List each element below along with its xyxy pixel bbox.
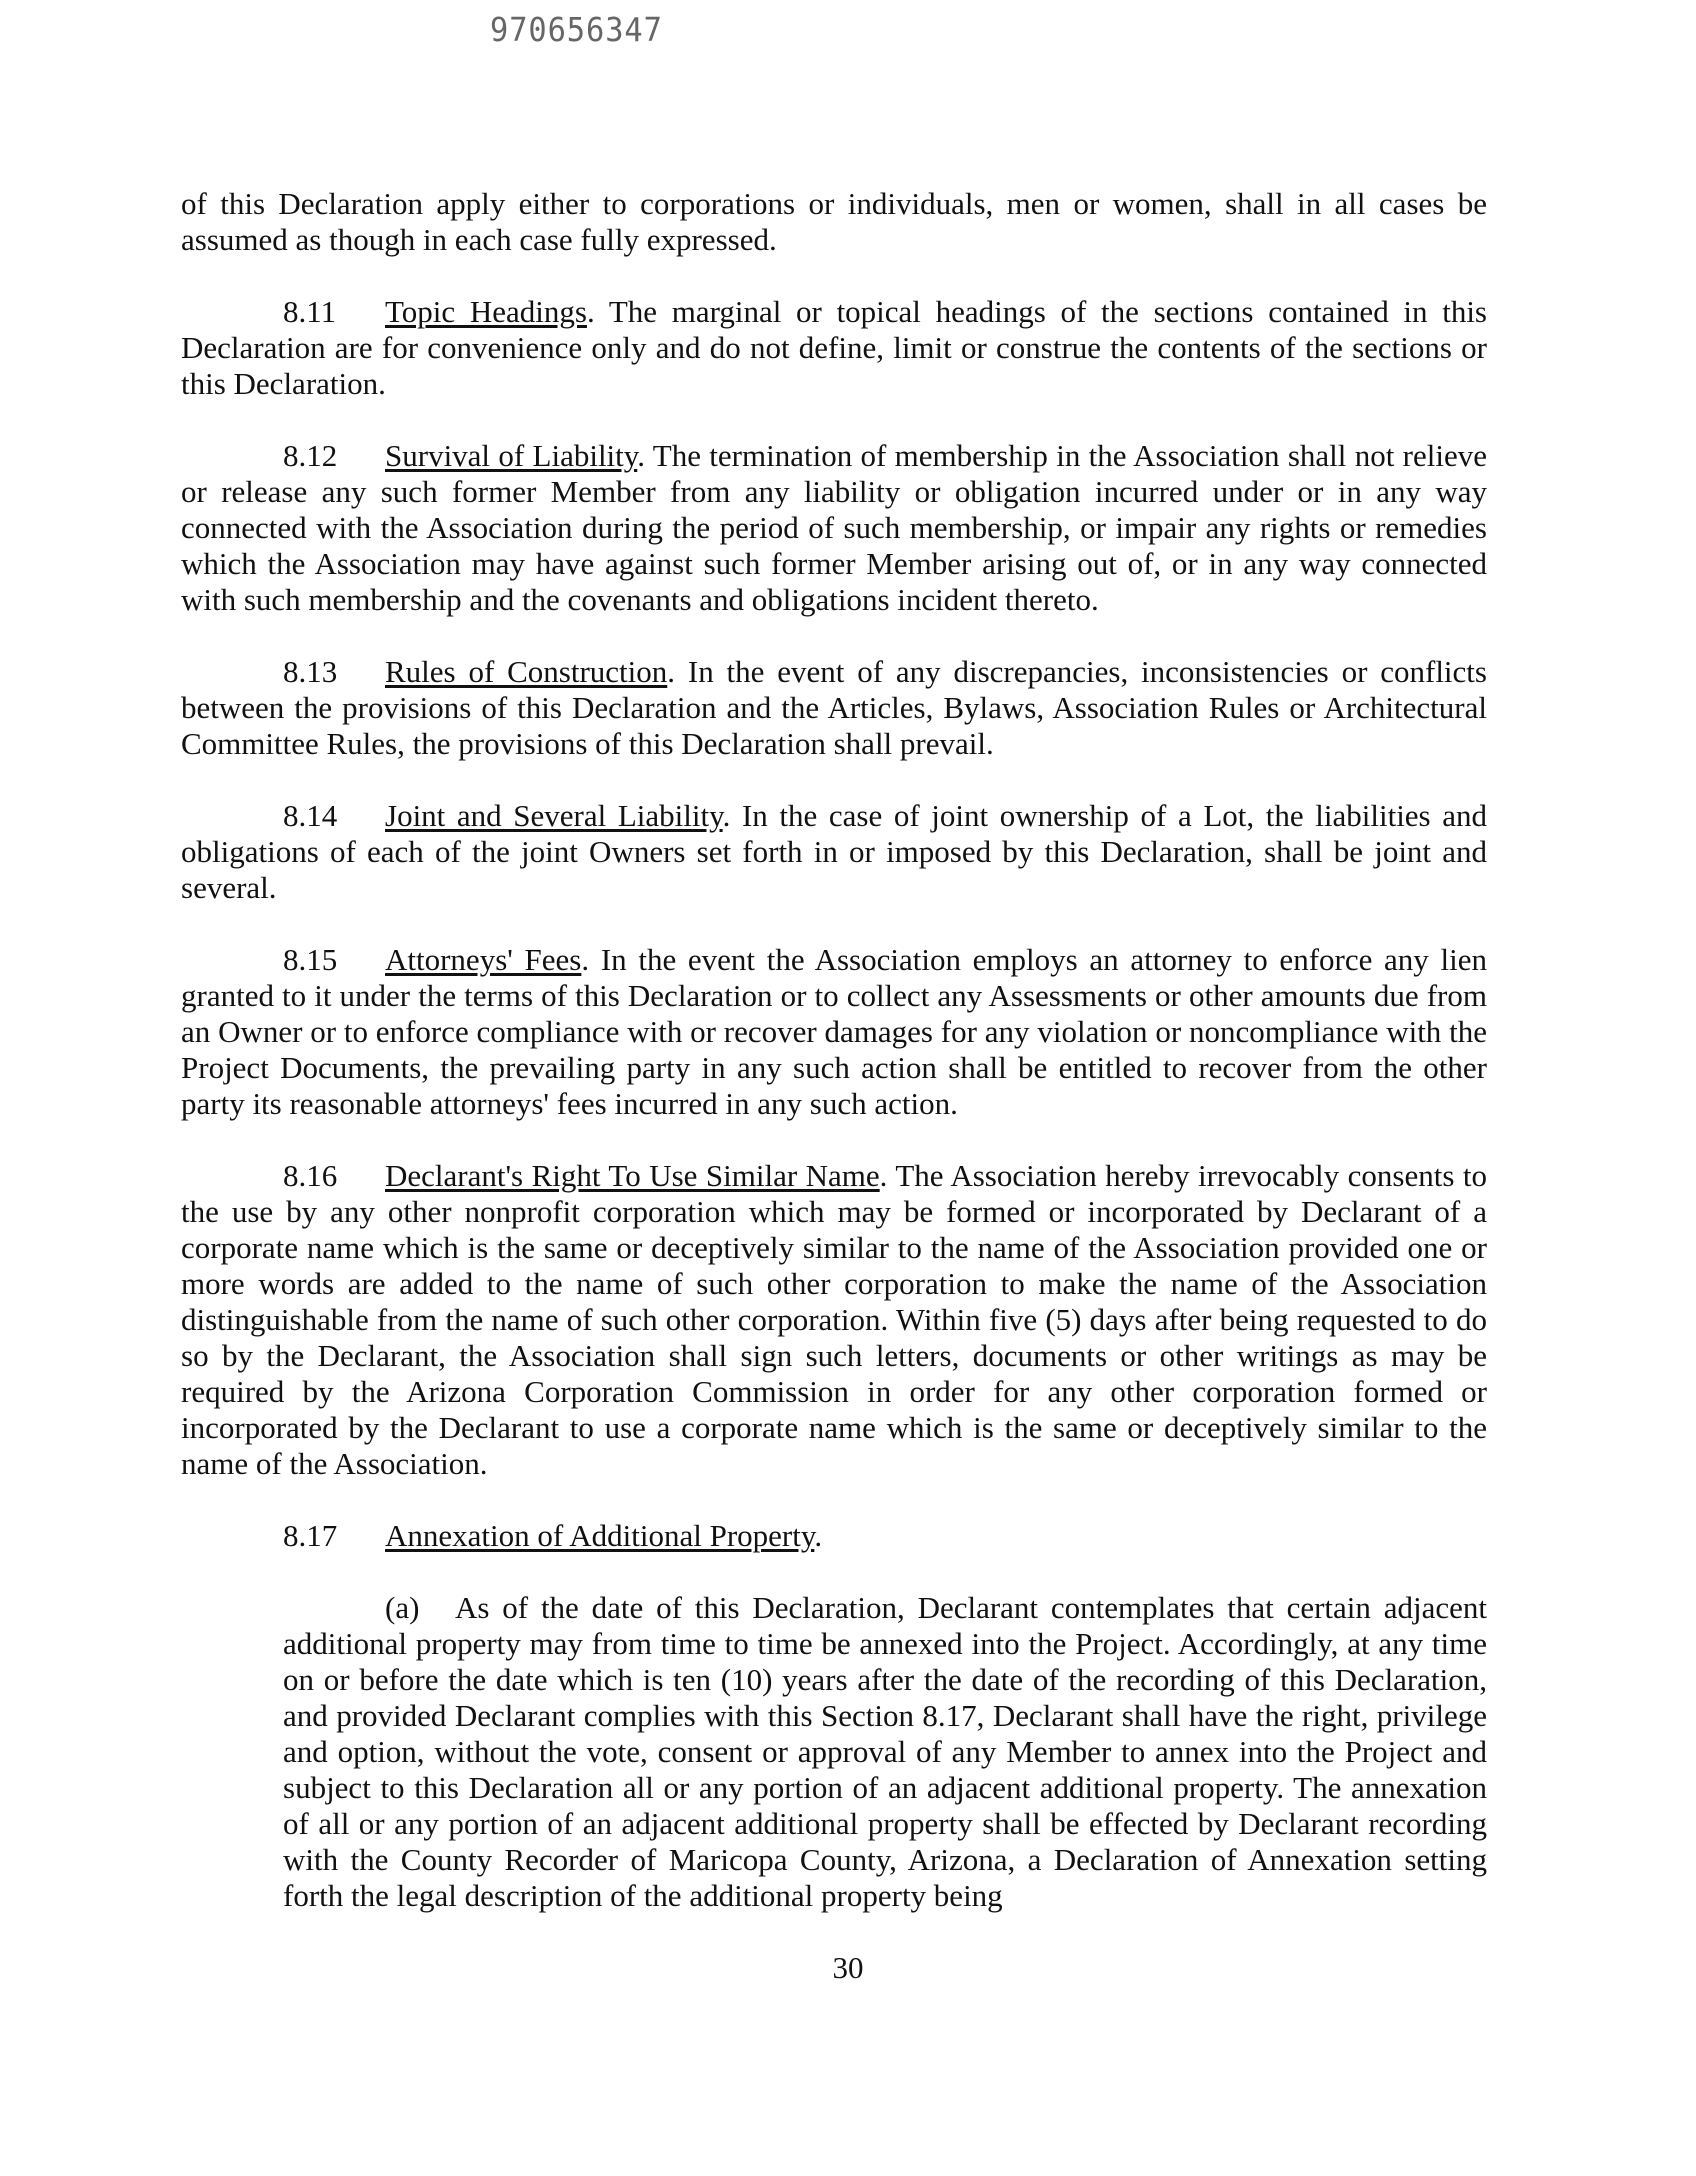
section-heading: Annexation of Additional Property — [385, 1518, 815, 1553]
section-heading: Survival of Liability — [385, 438, 638, 473]
section-heading: Declarant's Right To Use Similar Name — [385, 1158, 880, 1193]
section-text: . In the case of joint ownership of a Lot, the liabilities and obligations of each of the joint Owners set forth in or imposed by this Declaration, shall be joint and several. — [181, 798, 1488, 905]
subsection-label: (a) — [385, 1590, 420, 1625]
section-number: 8.12 — [283, 438, 338, 473]
section-text: . In the event of any discrepancies, inconsistencies or conflicts between the provisions of this Declaration and the Articles, Bylaws, Association Rules or Architectural Committee Rules, the provisions of this Declaration shall prevail. — [181, 654, 1487, 761]
page-number: 30 — [832, 1950, 864, 1985]
section-heading: Attorneys' Fees — [385, 942, 582, 977]
section-8-11 — [181, 294, 1487, 402]
section-8-17 — [181, 1518, 1487, 1554]
section-number: 8.11 — [283, 294, 337, 329]
section-text: . — [814, 1518, 823, 1553]
section-8-12 — [181, 438, 1487, 618]
subsection-text: As of the date of this Declaration, Declarant contemplates that certain adjacent additional property may from time to time be annexed into the Project. Accordingly, at any time on or before the date which is ten (10) years after the date of the recording of this Declaration, and provided Declarant complies with this Section 8.17, Declarant shall have the right, privilege and option, without the vote, consent or approval of any Member to annex into the Project and subject to this Declaration all or any portion of an adjacent additional property. The annexation of all or any portion of an adjacent additional property shall be effected by Declarant recording with the County Recorder of Maricopa County, Arizona, a Declaration of Annexation setting forth the legal description of the additional property being — [283, 1590, 1487, 1913]
section-heading: Joint and Several Liability — [385, 798, 723, 833]
section-number: 8.13 — [283, 654, 338, 689]
section-text: . The marginal or topical headings of the sections contained in this Declaration are for convenience only and do not define, limit or construe the contents of the sections or this Declaration. — [181, 294, 1487, 401]
intro-paragraph: of this Declaration apply either to corporations or individuals, men or women, shall in all cases be assumed as though in each case fully expressed. — [181, 186, 1487, 257]
section-8-15 — [181, 942, 1487, 1122]
section-8-14 — [181, 798, 1487, 906]
section-heading: Topic Headings — [385, 294, 587, 329]
section-number: 8.14 — [283, 798, 338, 833]
section-number: 8.17 — [283, 1518, 338, 1553]
section-text: . The Association hereby irrevocably consents to the use by any other nonprofit corporation which may be formed or incorporated by Declarant of a corporate name which is the same or deceptively similar to the name of the Association provided one or more words are added to the name of such other corporation to make the name of the Association distinguishable from the name of such other corporation. Within five (5) days after being requested to do so by the Declarant, the Association shall sign such letters, documents or other writings as may be required by the Arizona Corporation Commission in order for any other corporation formed or incorporated by the Declarant to use a corporate name which is the same or deceptively similar to the name of the Association. — [181, 1158, 1487, 1481]
section-number: 8.16 — [283, 1158, 338, 1193]
section-8-16 — [181, 1158, 1487, 1482]
document-body — [181, 186, 1487, 1914]
section-heading: Rules of Construction — [385, 654, 668, 689]
section-number: 8.15 — [283, 942, 338, 977]
subsection-a — [283, 1590, 1487, 1914]
section-text: . The termination of membership in the Association shall not relieve or release any such former Member from any liability or obligation incurred under or in any way connected with the Association during the period of such membership, or impair any rights or remedies which the Association may have against such former Member arising out of, or in any way connected with such membership and the covenants and obligations incident thereto. — [181, 438, 1487, 617]
section-8-13 — [181, 654, 1487, 762]
document-stamp-number: 970656347 — [490, 10, 663, 49]
section-text: . In the event the Association employs an attorney to enforce any lien granted to it under the terms of this Declaration or to collect any Assessments or other amounts due from an Owner or to enforce compliance with or recover damages for any violation or noncompliance with the Project Documents, the prevailing party in any such action shall be entitled to recover from the other party its reasonable attorneys' fees incurred in any such action. — [181, 942, 1487, 1121]
